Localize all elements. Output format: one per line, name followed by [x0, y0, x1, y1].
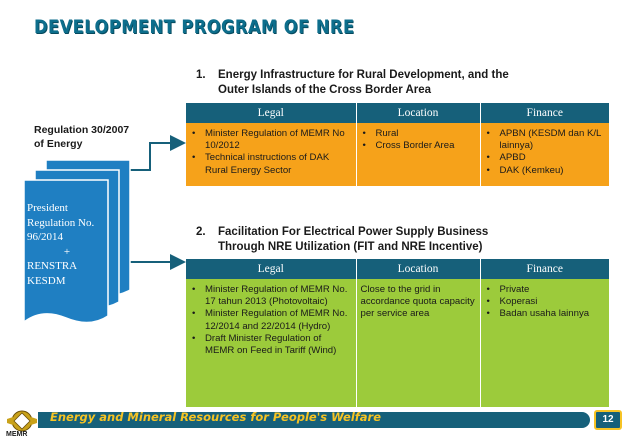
- list-item: • Badan usaha lainnya: [485, 308, 606, 320]
- document-plus: +: [63, 245, 71, 258]
- document-line5: KESDM: [27, 274, 66, 287]
- list-item: • Rural: [361, 128, 476, 140]
- footer: [0, 409, 638, 442]
- logo-caption: MEMR: [6, 431, 28, 438]
- section1-heading: [196, 68, 509, 97]
- list-item: • Cross Border Area: [361, 140, 476, 152]
- section1-heading-line1: Energy Infrastructure for Rural Development, and the: [218, 69, 509, 81]
- document-line3: 96/2014: [27, 231, 64, 243]
- section1-col-finance: Finance: [480, 103, 609, 123]
- list-item: • Minister Regulation of MEMR No. 17 tahun 2013 (Photovoltaic): [190, 284, 352, 308]
- section1-col-legal: Legal: [186, 103, 356, 123]
- section2-number: 2.: [196, 226, 206, 238]
- list-item: • Minister Regulation of MEMR No 10/2012: [190, 128, 352, 152]
- section1-header-row: [186, 103, 609, 123]
- document-line1: President: [27, 202, 68, 214]
- section2-col-legal: Legal: [186, 259, 356, 279]
- document-line2: Regulation No.: [27, 216, 95, 229]
- section1-location-cell: [356, 123, 480, 186]
- section2-location-text: Close to the grid in accordance quota capacity per service area: [360, 284, 475, 320]
- section2-col-finance: Finance: [480, 259, 609, 279]
- list-item: • Minister Regulation of MEMR No. 12/2014 and 22/2014 (Hydro): [190, 308, 352, 332]
- section1-legal-cell: [186, 123, 356, 186]
- regulation-label-line1: Regulation 30/2007: [34, 124, 130, 136]
- list-item: • Private: [485, 284, 606, 296]
- section2-heading-line1: Facilitation For Electrical Power Supply Business: [218, 226, 489, 238]
- list-item: • DAK (Kemkeu): [485, 165, 606, 177]
- section1-col-location: Location: [356, 103, 480, 123]
- section1-table: [186, 103, 609, 186]
- section2-table: [186, 259, 609, 407]
- section1-heading-line2: Outer Islands of the Cross Border Area: [218, 83, 432, 96]
- document-text: [27, 201, 127, 288]
- list-item: • Draft Minister Regulation of MEMR on Feed in Tariff (Wind): [190, 333, 352, 357]
- regulation-label: [34, 123, 129, 151]
- section1-row: [186, 123, 609, 186]
- section2-heading: [196, 225, 488, 254]
- document-line4: RENSTRA: [27, 260, 78, 272]
- list-item: • Technical instructions of DAK Rural Energy Sector: [190, 152, 352, 176]
- section2-finance-cell: [480, 279, 609, 407]
- page-title: DEVELOPMENT PROGRAM OF NRE: [34, 16, 355, 38]
- section2-header-row: [186, 259, 609, 279]
- section2-col-location: Location: [356, 259, 480, 279]
- arrow-to-section1: [129, 143, 184, 170]
- section2-heading-line2: Through NRE Utilization (FIT and NRE Incentive): [218, 240, 483, 253]
- list-item: • APBD: [485, 152, 606, 164]
- section1-finance-cell: [480, 123, 609, 186]
- page-number-badge: 12: [594, 410, 622, 430]
- footer-tagline: Energy and Mineral Resources for People's Welfare: [50, 410, 381, 424]
- section2-row: [186, 279, 609, 407]
- list-item: • APBN (KESDM dan K/L lainnya): [485, 128, 606, 152]
- section2-location-cell: [356, 279, 480, 407]
- list-item: • Koperasi: [485, 296, 606, 308]
- document-stack: [24, 160, 134, 340]
- section2-legal-cell: [186, 279, 356, 407]
- regulation-label-line2: of Energy: [34, 138, 83, 150]
- section1-number: 1.: [196, 69, 206, 81]
- ministry-logo-icon: [4, 409, 40, 433]
